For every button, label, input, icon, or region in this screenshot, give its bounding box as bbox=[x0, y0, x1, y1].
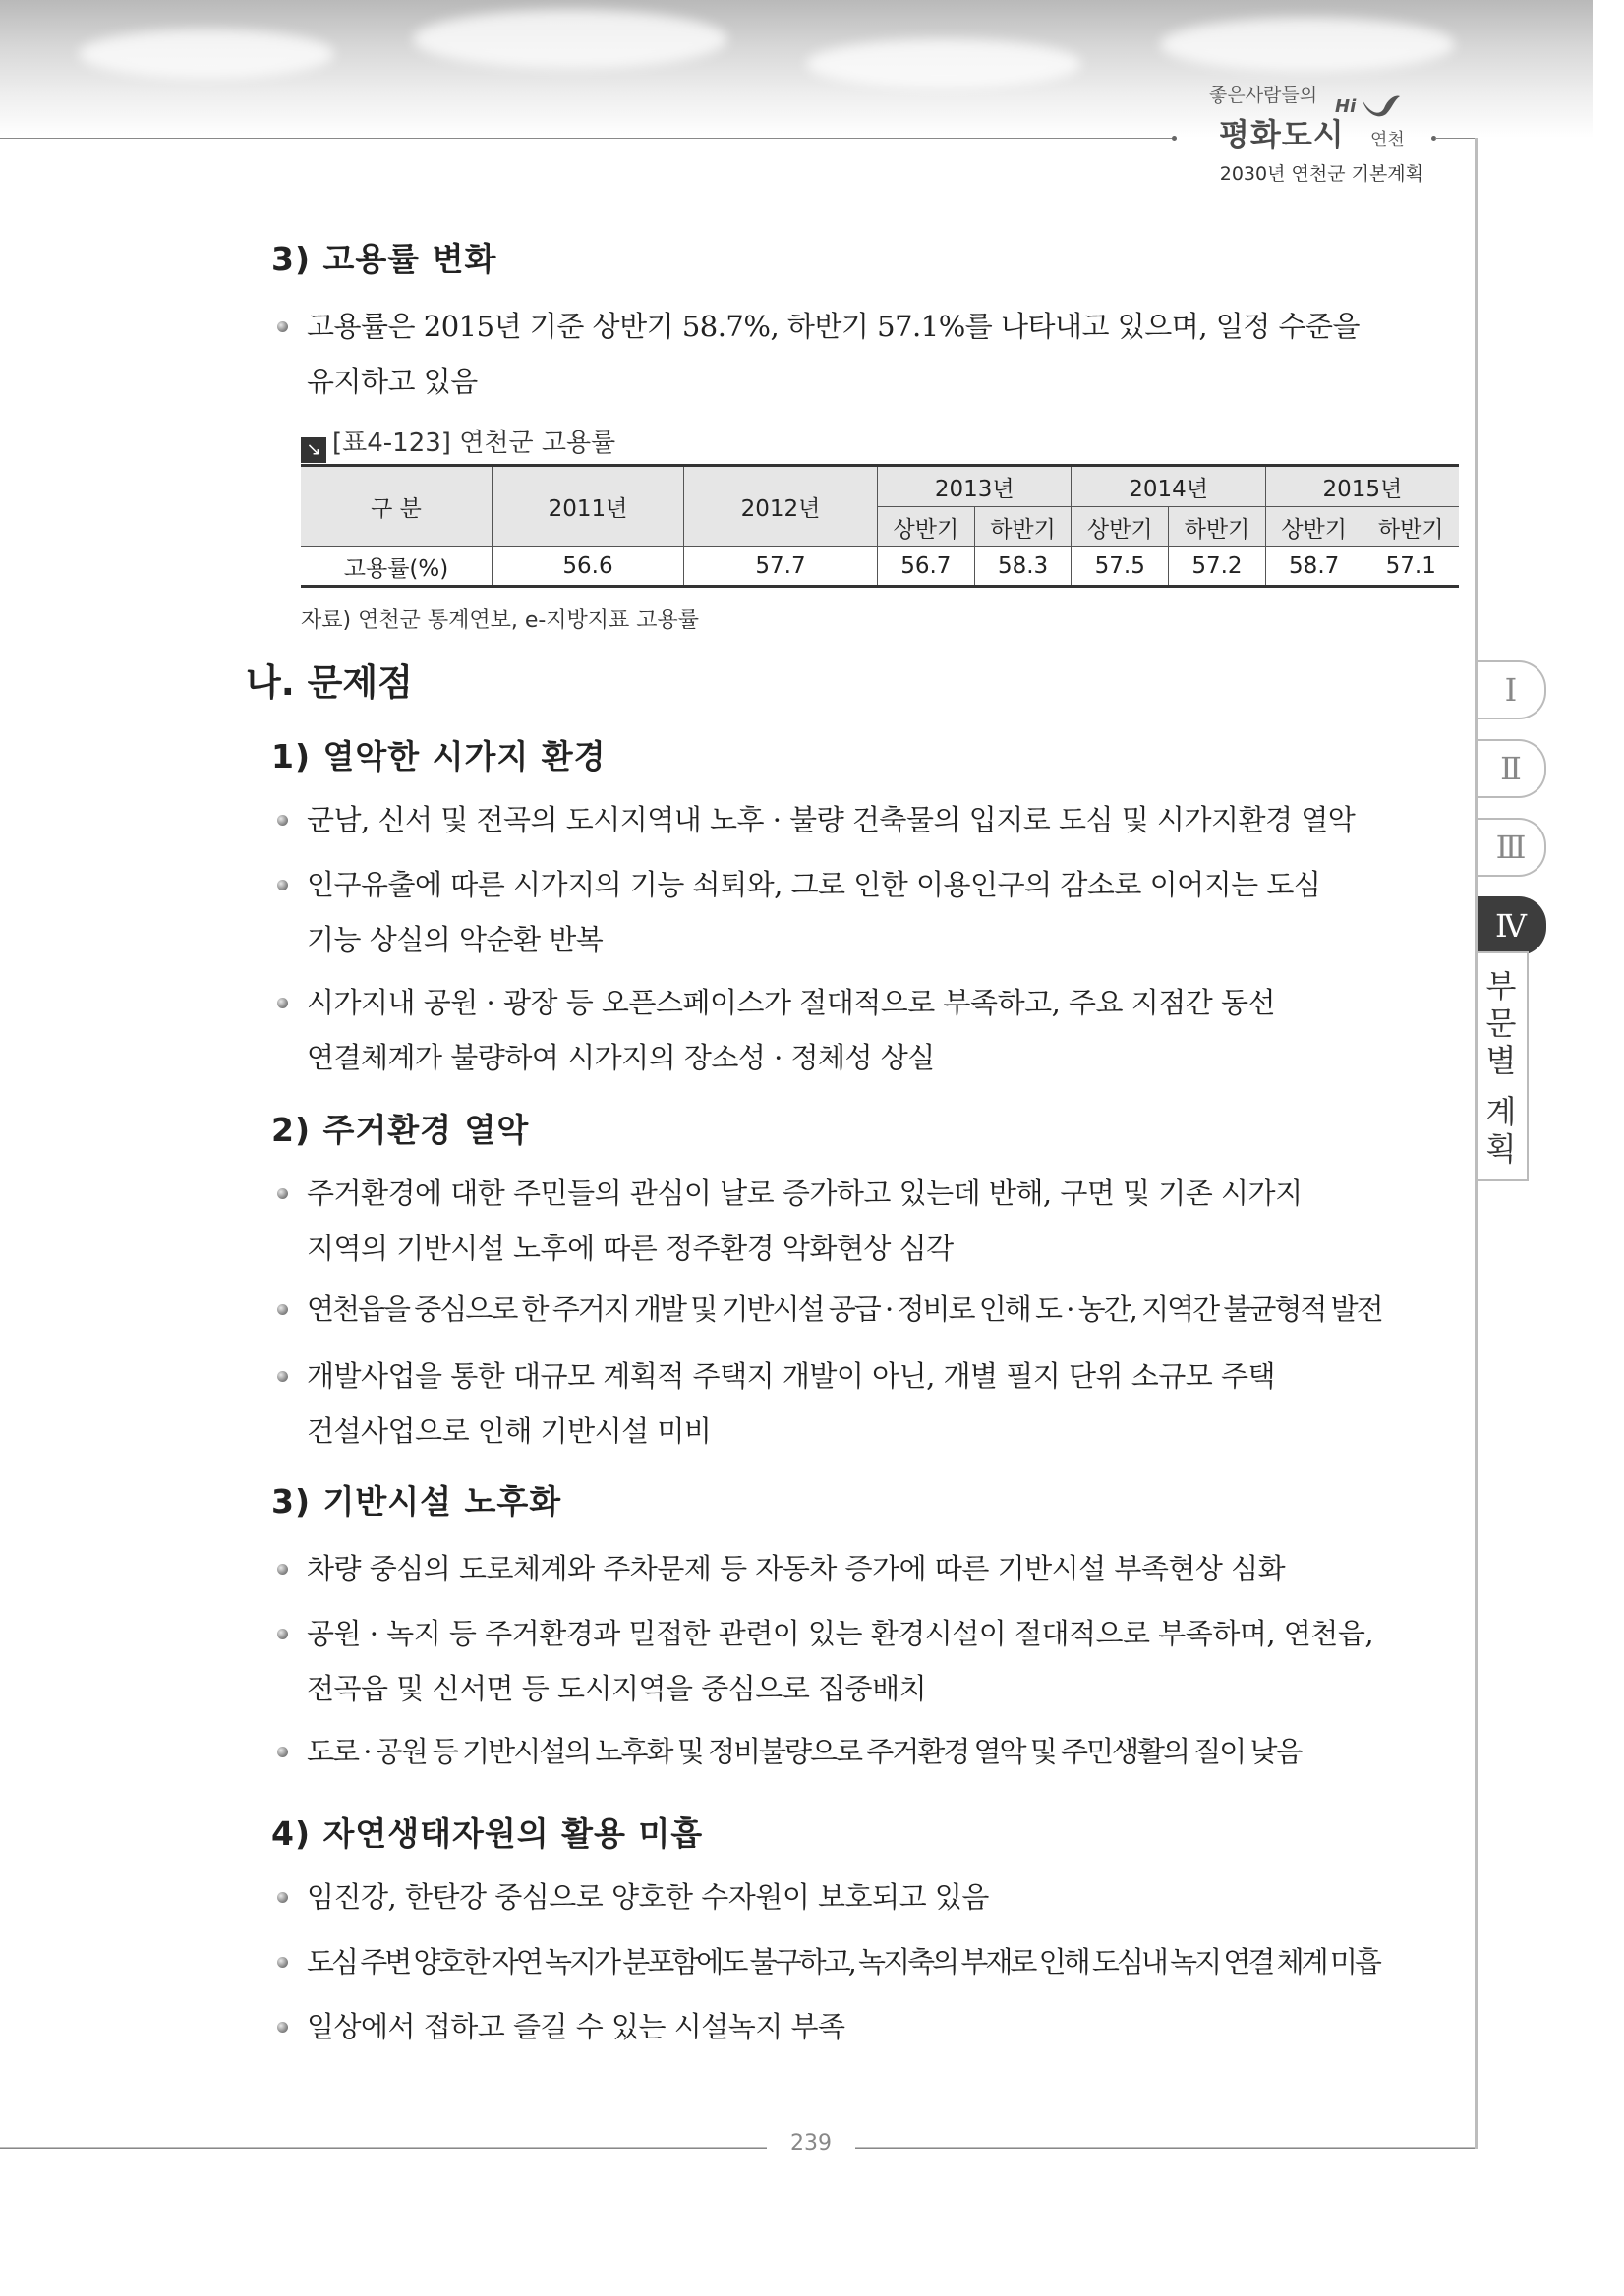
document-subtitle: 2030년 연천군 기본계획 bbox=[1219, 163, 1423, 185]
page-number: 239 bbox=[767, 2131, 855, 2155]
chapter-tab-2[interactable]: Ⅱ bbox=[1478, 739, 1546, 798]
table-header-cell: 상반기 bbox=[1072, 507, 1169, 547]
list-item: 차량 중심의 도로체계와 주차문제 등 자동차 증가에 따른 기반시설 부족현상 심화 bbox=[307, 1541, 1447, 1596]
list-item: 공원 · 녹지 등 주거환경과 밀접한 관련이 있는 환경시설이 절대적으로 부족하며, 연천읍, 전곡읍 및 신서면 등 도시지역을 중심으로 집중배치 bbox=[307, 1606, 1447, 1716]
bird-icon bbox=[1359, 90, 1402, 122]
table-row bbox=[301, 547, 1459, 587]
bullet-icon bbox=[277, 2022, 288, 2033]
chapter-tab-4-active[interactable]: Ⅳ bbox=[1478, 896, 1546, 955]
bullet-icon bbox=[277, 1957, 288, 1968]
bullet-icon bbox=[277, 1892, 288, 1903]
table-header-cell: 2013년 bbox=[878, 466, 1072, 507]
section-heading: 2) 주거환경 열악 bbox=[271, 1111, 530, 1149]
bullet-icon bbox=[277, 1564, 288, 1575]
header-rule-dot bbox=[1172, 136, 1177, 141]
table-cell: 56.6 bbox=[493, 547, 684, 587]
bullet-icon bbox=[277, 1747, 288, 1757]
section-heading: 3) 고용률 변화 bbox=[271, 240, 497, 278]
list-item: 일상에서 접하고 즐길 수 있는 시설녹지 부족 bbox=[307, 1999, 1447, 2054]
bullet-icon bbox=[277, 321, 288, 332]
list-item: 도심 주변 양호한 자연 녹지가 분포함에도 불구하고, 녹지축의 부재로 인해 도심내 녹지 연결 체계 미흡 bbox=[307, 1934, 1447, 1989]
header-rule-end bbox=[1435, 138, 1477, 139]
table-header-cell: 상반기 bbox=[878, 507, 975, 547]
list-item: 군남, 신서 및 전곡의 도시지역내 노후 · 불량 건축물의 입지로 도심 및 시가지환경 열악 bbox=[307, 792, 1447, 847]
table-header-row bbox=[301, 466, 1459, 507]
table-caption: ↘ [표4-123] 연천군 고용률 bbox=[301, 423, 615, 463]
table-cell: 57.7 bbox=[684, 547, 878, 587]
list-item: 도로 · 공원 등 기반시설의 노후화 및 정비불량으로 주거환경 열악 및 주민생활의 질이 낮음 bbox=[307, 1724, 1447, 1779]
list-item: 개발사업을 통한 대규모 계획적 주택지 개발이 아닌, 개별 필지 단위 소규모 주택 건설사업으로 인해 기반시설 미비 bbox=[307, 1349, 1447, 1459]
table-header-cell: 2011년 bbox=[493, 466, 684, 547]
bullet-icon bbox=[277, 880, 288, 890]
table-cell: 58.7 bbox=[1265, 547, 1363, 587]
section-heading: 4) 자연생태자원의 활용 미흡 bbox=[271, 1814, 704, 1853]
list-item: 주거환경에 대한 주민들의 관심이 날로 증가하고 있는데 반해, 구면 및 기존 시가지 지역의 기반시설 노후에 따른 정주환경 악화현상 심각 bbox=[307, 1166, 1447, 1276]
list-item: 인구유출에 따른 시가지의 기능 쇠퇴와, 그로 인한 이용인구의 감소로 이어지는 도심 기능 상실의 악순환 반복 bbox=[307, 857, 1447, 967]
table-header-cell: 하반기 bbox=[974, 507, 1072, 547]
logo-hi: Hi bbox=[1335, 96, 1357, 117]
section-heading: 3) 기반시설 노후화 bbox=[271, 1482, 562, 1521]
city-logo bbox=[1189, 77, 1425, 155]
bullet-icon bbox=[277, 815, 288, 826]
footer-rule-right bbox=[855, 2148, 1475, 2149]
bullet-icon bbox=[277, 1188, 288, 1199]
table-cell: 56.7 bbox=[878, 547, 975, 587]
table-cell: 57.5 bbox=[1072, 547, 1169, 587]
bullet-icon bbox=[277, 998, 288, 1008]
bullet-icon bbox=[277, 1629, 288, 1639]
table-header-cell: 구 분 bbox=[301, 466, 493, 547]
table-header-cell: 2012년 bbox=[684, 466, 878, 547]
table-cell: 58.3 bbox=[974, 547, 1072, 587]
bullet-icon bbox=[277, 1371, 288, 1382]
list-item: 연천읍을 중심으로 한 주거지 개발 및 기반시설 공급 · 정비로 인해 도 · 농간, 지역간 불균형적 발전 bbox=[307, 1282, 1447, 1337]
table-cell: 57.2 bbox=[1169, 547, 1266, 587]
logo-tagline: 좋은사람들의 bbox=[1209, 85, 1318, 106]
footer-rule-left bbox=[0, 2148, 767, 2149]
logo-title: 평화도시 bbox=[1219, 116, 1345, 153]
chapter-tab-1[interactable]: Ⅰ bbox=[1478, 660, 1546, 719]
employment-rate-table bbox=[301, 464, 1459, 588]
header-rule bbox=[0, 138, 1172, 139]
table-header-cell: 상반기 bbox=[1265, 507, 1363, 547]
section-heading: 1) 열악한 시가지 환경 bbox=[271, 737, 607, 775]
bullet-icon bbox=[277, 1304, 288, 1315]
chapter-tab-3[interactable]: Ⅲ bbox=[1478, 818, 1546, 877]
table-cell: 고용률(%) bbox=[301, 547, 493, 587]
list-item: 시가지내 공원 · 광장 등 오픈스페이스가 절대적으로 부족하고, 주요 지점간 동선 연결체계가 불량하여 시가지의 장소성 · 정체성 상실 bbox=[307, 975, 1447, 1085]
table-header-cell: 2014년 bbox=[1072, 466, 1265, 507]
table-header-cell: 하반기 bbox=[1363, 507, 1459, 547]
list-item: 고용률은 2015년 기준 상반기 58.7%, 하반기 57.1%를 나타내고 있으며, 일정 수준을 유지하고 있음 bbox=[307, 299, 1447, 409]
table-header-cell: 2015년 bbox=[1265, 466, 1459, 507]
arrow-down-right-icon: ↘ bbox=[301, 437, 326, 463]
logo-city: 연천 bbox=[1370, 130, 1405, 150]
table-header-cell: 하반기 bbox=[1169, 507, 1266, 547]
list-item: 임진강, 한탄강 중심으로 양호한 수자원이 보호되고 있음 bbox=[307, 1869, 1447, 1924]
table-cell: 57.1 bbox=[1363, 547, 1459, 587]
chapter-heading: 나. 문제점 bbox=[246, 661, 413, 704]
table-source: 자료) 연천군 통계연보, e-지방지표 고용률 bbox=[301, 608, 700, 633]
chapter-side-label: 부 문 별 계 획 bbox=[1478, 951, 1529, 1181]
